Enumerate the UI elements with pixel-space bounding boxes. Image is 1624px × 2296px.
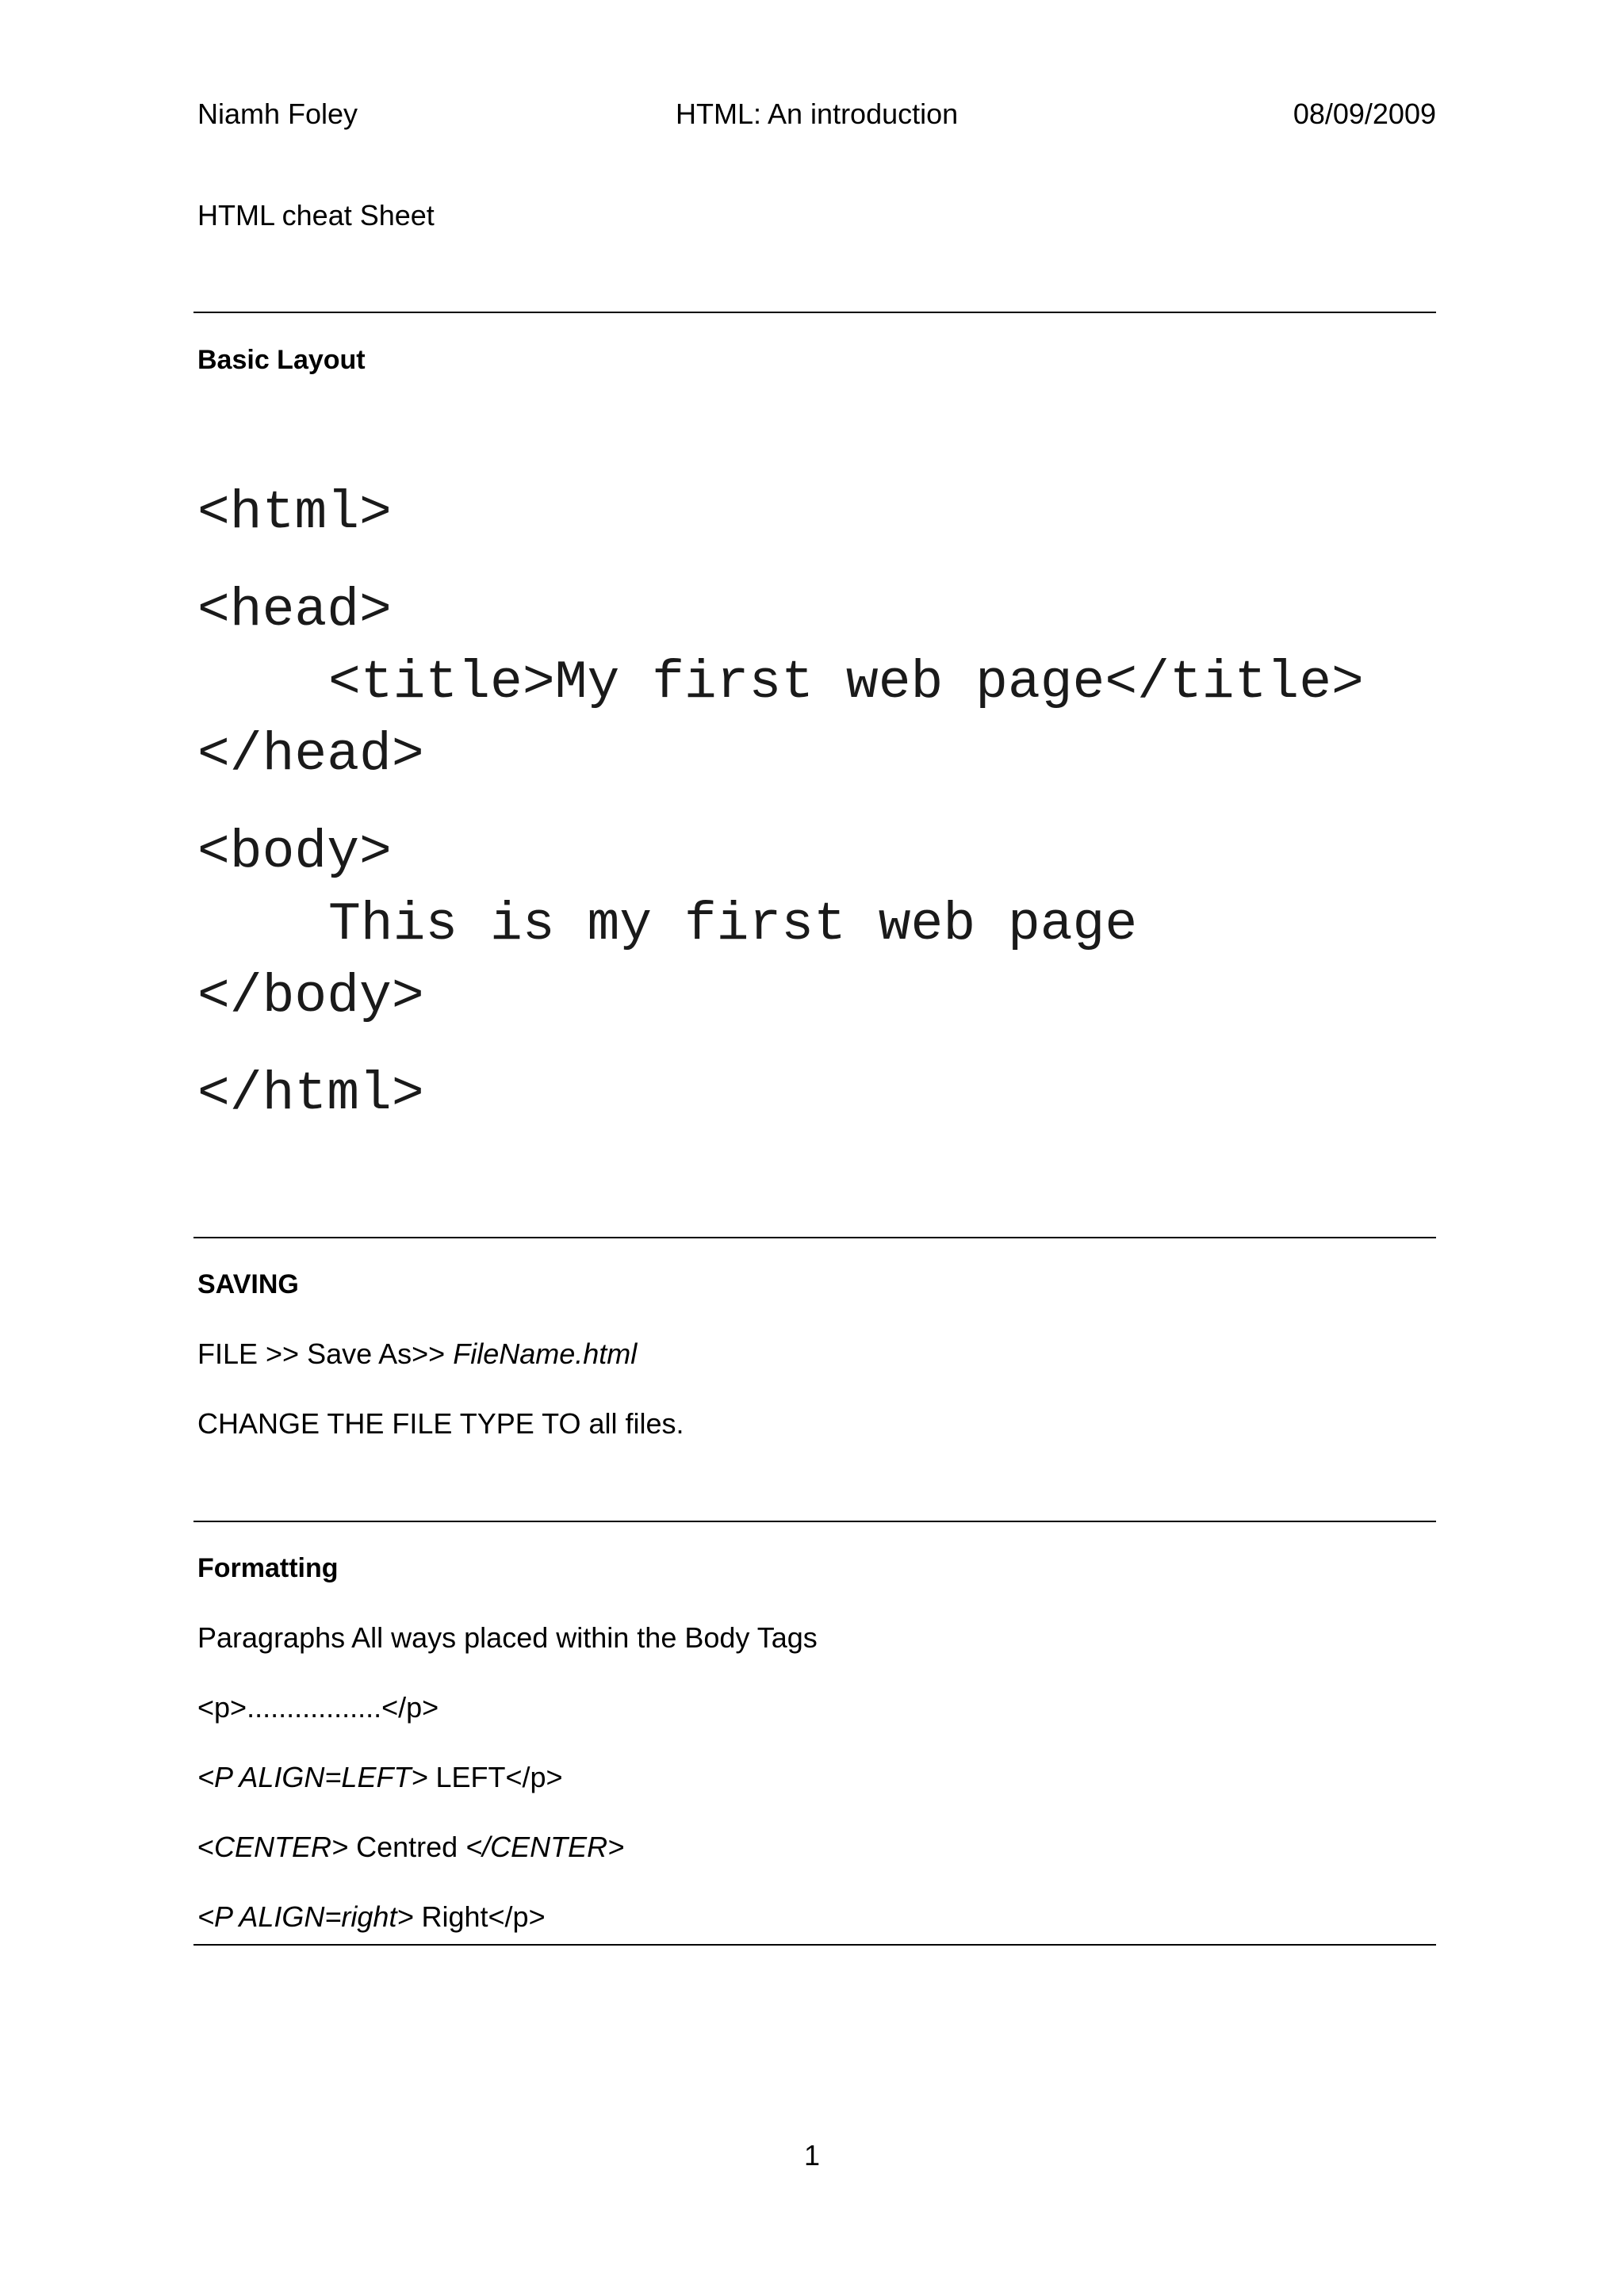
page-number: 1 <box>803 2139 821 2172</box>
save-as-prefix: FILE >> Save As>> <box>197 1337 454 1370</box>
center-text: Centred <box>348 1831 466 1863</box>
align-left-text: LEFT</p> <box>427 1761 563 1793</box>
center-open-tag-name: CENTER> <box>214 1831 349 1863</box>
center-open-tag: <CENTER> <box>197 1831 349 1863</box>
section-divider <box>193 1944 1436 1946</box>
code-line: <title>My first web page</title> <box>328 652 1364 714</box>
align-left-example <box>197 1760 563 1795</box>
align-right-tag: <P ALIGN=right> <box>197 1900 414 1933</box>
file-type-note: CHANGE THE FILE TYPE TO all files. <box>197 1407 684 1440</box>
section-divider <box>193 1521 1436 1522</box>
formatting-heading: Formatting <box>197 1553 339 1583</box>
center-close-tag: </CENTER> <box>465 1831 625 1863</box>
paragraphs-intro: Paragraphs All ways placed within the Body Tags <box>197 1621 818 1654</box>
paragraph-tag-example: <p>.................</p> <box>197 1691 439 1724</box>
align-right-text: Right</p> <box>413 1900 546 1933</box>
save-as-instruction <box>197 1337 637 1372</box>
align-right-example <box>197 1900 546 1934</box>
sheet-title: HTML cheat Sheet <box>197 199 435 232</box>
section-divider <box>193 312 1436 313</box>
saving-heading: SAVING <box>197 1269 299 1299</box>
code-line: <html> <box>197 483 392 544</box>
code-line: </body> <box>197 966 424 1027</box>
header-author: Niamh Foley <box>197 98 358 130</box>
center-example <box>197 1830 624 1865</box>
header-document-title: HTML: An introduction <box>676 98 959 130</box>
section-divider <box>193 1237 1436 1238</box>
code-line: </head> <box>197 725 424 786</box>
align-left-tag: <P ALIGN=LEFT> <box>197 1761 428 1793</box>
code-line: <head> <box>197 580 392 641</box>
header-date: 08/09/2009 <box>1293 98 1436 130</box>
code-line: </html> <box>197 1064 424 1125</box>
code-line: This is my first web page <box>328 894 1138 955</box>
code-line: <body> <box>197 822 392 883</box>
save-as-filename: FileName.html <box>453 1337 638 1370</box>
basic-layout-heading: Basic Layout <box>197 345 366 375</box>
